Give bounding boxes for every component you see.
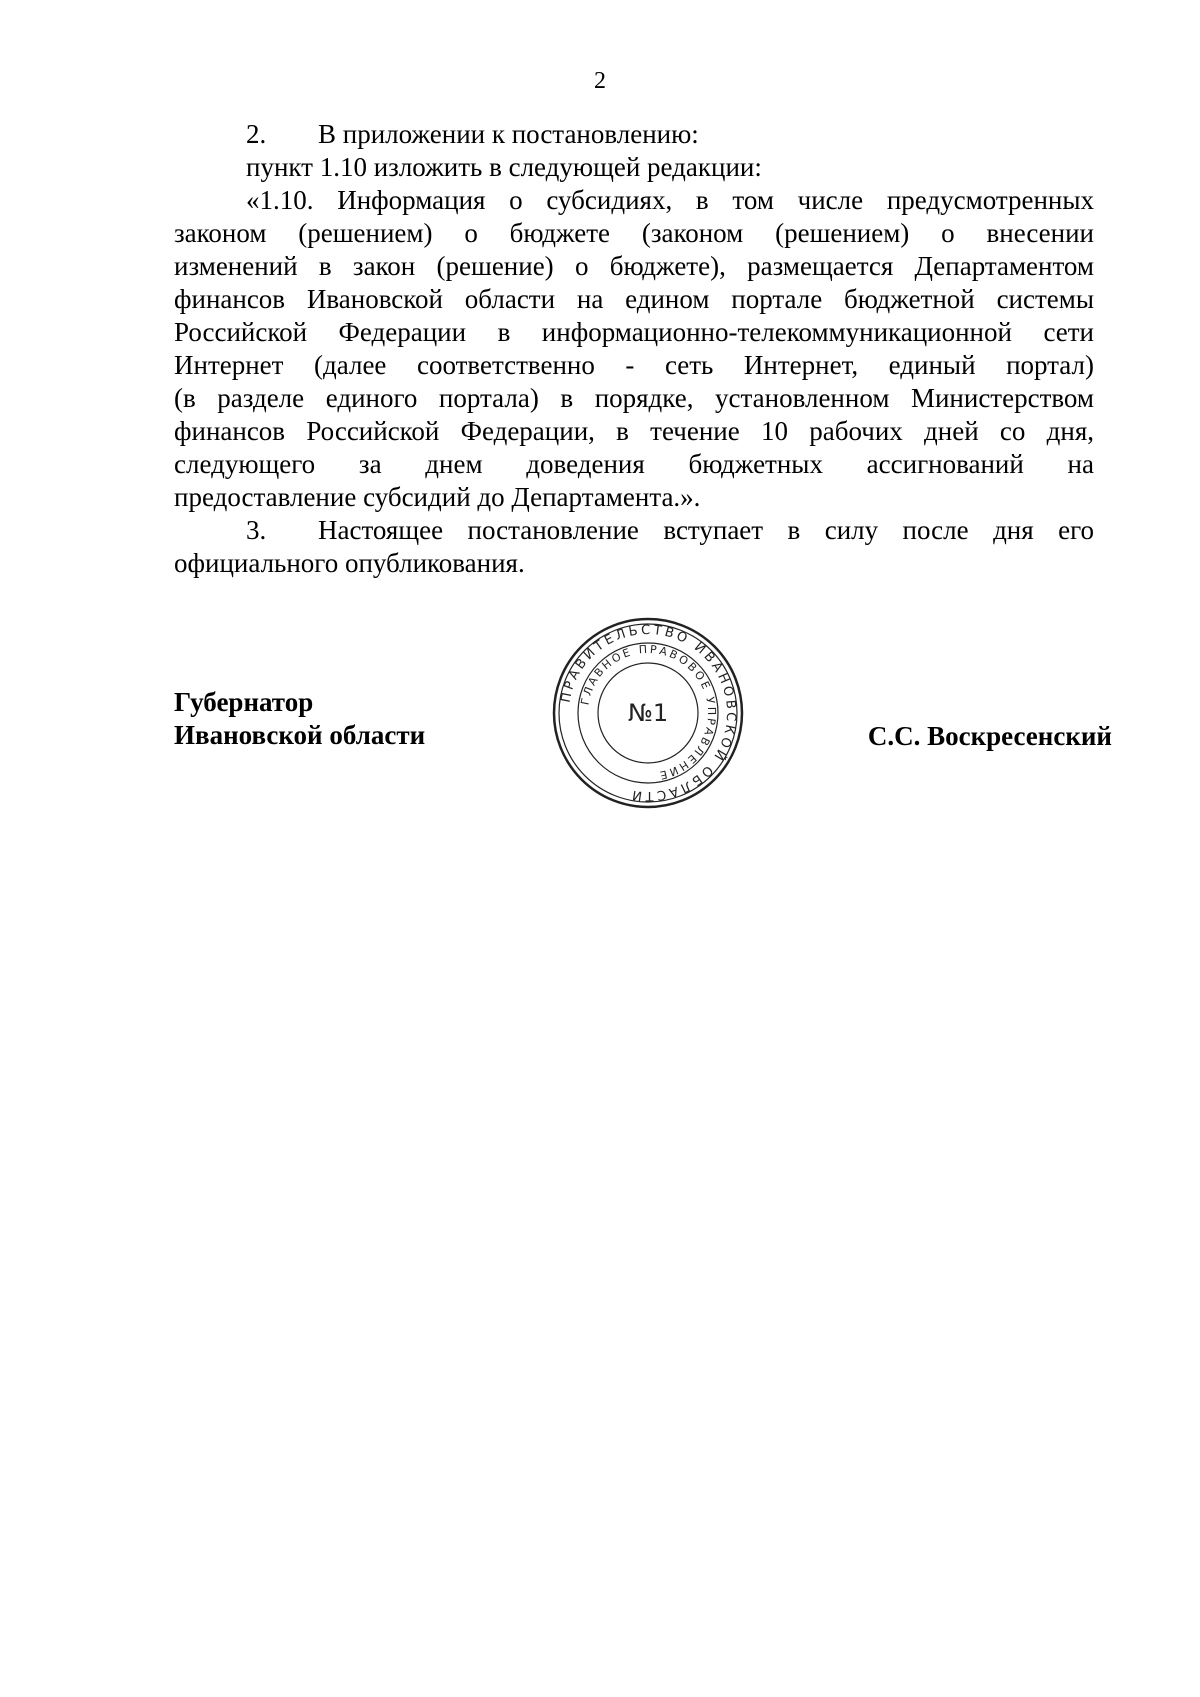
item-3-continuation: официального опубликования.: [174, 548, 525, 578]
seal-number: №1: [627, 699, 669, 727]
quoted-paragraph: [174, 184, 1094, 514]
quote-line: предоставление субсидий до Департамента.».: [174, 482, 701, 512]
quote-line: финансов Российской Федерации, в течение 10 рабочих дней со дня,: [174, 416, 1094, 446]
document-body: [174, 118, 1094, 580]
quote-line: (в разделе единого портала) в порядке, установленном Министерством: [174, 383, 1094, 413]
signatory-title: [174, 686, 425, 752]
quote-line: изменений в закон (решение) о бюджете), размещается Департаментом: [174, 251, 1094, 281]
quote-line: Российской Федерации в информационно-телекоммуникационной сети: [174, 317, 1094, 347]
official-seal: [548, 613, 748, 813]
item-3-number: 3.: [246, 515, 267, 545]
item-2-number: 2.: [246, 119, 267, 149]
signatory-name: С.С. Воскресенский: [867, 721, 1112, 751]
quote-line: финансов Ивановской области на едином портале бюджетной системы: [174, 284, 1094, 314]
item-2-text: В приложении к постановлению:: [318, 119, 699, 149]
quote-line: Интернет (далее соответственно - сеть Интернет, единый портал): [174, 350, 1094, 380]
signatory-title-line-1: Губернатор: [174, 687, 314, 717]
quote-line: законом (решением) о бюджете (законом (решением) о внесении: [174, 218, 1094, 248]
item-3-text: Настоящее постановление вступает в силу после дня его: [318, 515, 1094, 545]
item-3-line: [174, 514, 1094, 547]
quote-line: следующего за днем доведения бюджетных ассигнований на: [174, 449, 1094, 479]
quote-line: «1.10. Информация о субсидиях, в том числе предусмотренных: [246, 185, 1094, 215]
item-2-subline: пункт 1.10 изложить в следующей редакции:: [246, 152, 762, 182]
signatory-title-line-2: Ивановской области: [174, 720, 426, 750]
seal-outer-text: ПРАВИТЕЛЬСТВО ИВАНОВСКОЙ ОБЛАСТИ: [558, 622, 739, 804]
item-2-line: [174, 118, 1094, 151]
page-number: 2: [594, 68, 606, 94]
seal-inner-text: ГЛАВНОЕ ПРАВОВОЕ УПРАВЛЕНИЕ: [578, 642, 719, 783]
